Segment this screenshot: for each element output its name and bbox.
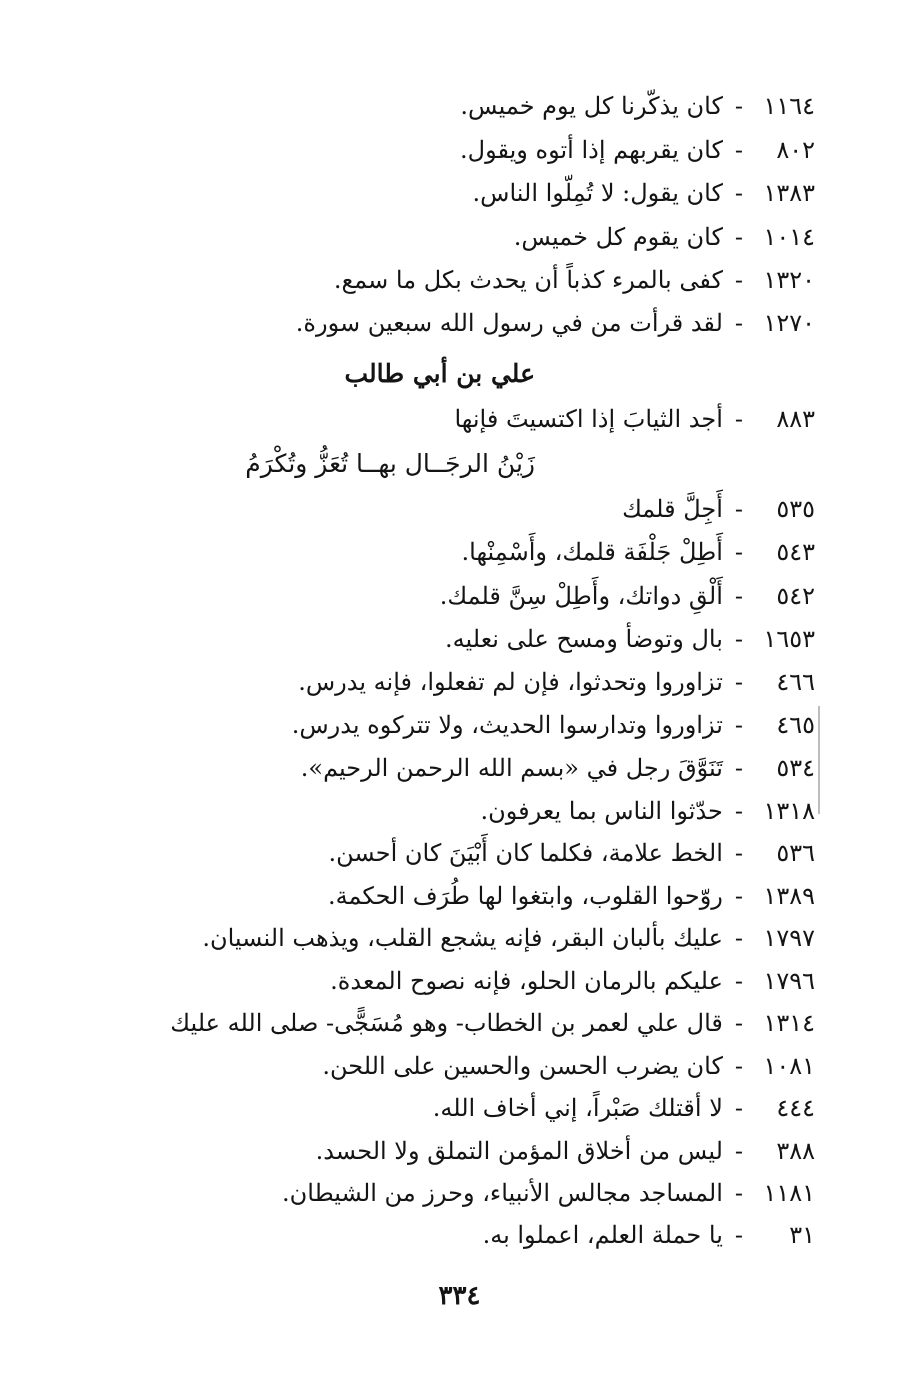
entry-text: ليس من أخلاق المؤمن التملق ولا الحسد. <box>315 1137 723 1165</box>
entry-number: ٥٤٢ <box>776 582 815 610</box>
verse-line-1: أجد الثيابَ إذا اكتسيتَ فإنها <box>454 405 723 433</box>
index-entry <box>334 260 815 300</box>
index-entry <box>170 1003 815 1043</box>
index-entry <box>298 662 815 702</box>
entry-text: المساجد مجالس الأنبياء، وحرز من الشيطان. <box>282 1179 723 1207</box>
index-entry <box>481 791 816 831</box>
entry-number: ٤٦٦ <box>776 668 815 696</box>
entry-dash: - <box>734 1179 743 1207</box>
entry-number: ٤٦٥ <box>776 711 815 739</box>
entry-dash: - <box>734 92 743 120</box>
index-entry <box>473 173 815 213</box>
entry-text: لا أقتلك صَبْراً، إني أخاف الله. <box>432 1094 723 1122</box>
entry-text: كان يضرب الحسن والحسين على اللحن. <box>322 1052 723 1080</box>
entry-dash: - <box>734 967 743 995</box>
entry-text: كان يقربهم إذا أتوه ويقول. <box>460 136 723 164</box>
index-entry <box>460 130 815 170</box>
entry-number: ٥٣٤ <box>776 754 815 782</box>
entry-text: روّحوا القلوب، وابتغوا لها طُرَف الحكمة. <box>328 882 723 910</box>
entry-text: قال علي لعمر بن الخطاب- وهو مُسَجًّى- صلى الله عليك <box>170 1009 723 1037</box>
entry-number: ١٧٩٧ <box>763 924 815 952</box>
entry-text: كان يقوم كل خميس. <box>513 223 723 251</box>
margin-scan-mark <box>818 706 820 814</box>
entry-dash: - <box>734 405 743 433</box>
entry-dash: - <box>734 136 743 164</box>
index-entry <box>202 918 815 958</box>
index-entry <box>316 1131 815 1171</box>
index-entry <box>433 1088 815 1128</box>
entry-dash: - <box>734 223 743 251</box>
entry-dash: - <box>734 1094 743 1122</box>
entry-number: ٨٠٢ <box>776 136 815 164</box>
index-entry <box>330 961 815 1001</box>
index-entry <box>301 748 815 788</box>
entry-text: تزاوروا وتدارسوا الحديث، ولا تتركوه يدرس. <box>291 711 723 739</box>
index-entry <box>462 532 815 572</box>
entry-dash: - <box>734 309 743 337</box>
index-entry <box>328 833 815 873</box>
index-entry <box>296 303 815 343</box>
entry-text: أَطِلْ جَلْفَة قلمك، وأَسْمِنْها. <box>461 538 723 566</box>
entry-text: كفى بالمرء كذباً أن يحدث بكل ما سمع. <box>333 266 723 294</box>
entry-dash: - <box>734 538 743 566</box>
entry-number: ١٠٨١ <box>763 1052 815 1080</box>
entry-number: ١٠١٤ <box>763 223 815 251</box>
entry-dash: - <box>734 711 743 739</box>
index-entry <box>328 876 815 916</box>
entry-text: لقد قرأت من في رسول الله سبعين سورة. <box>295 309 723 337</box>
entry-dash: - <box>734 882 743 910</box>
entry-dash: - <box>734 797 743 825</box>
entry-dash: - <box>734 495 743 523</box>
verse-line-2: زَيْنُ الرجَــال بهــا تُعَزُّ وتُكْرَمُ <box>245 449 535 478</box>
entry-number: ١٣٨٣ <box>763 179 815 207</box>
page-number: ٣٣٤ <box>438 1281 481 1311</box>
entry-number: ١٣١٨ <box>763 797 815 825</box>
entry-text: أَجِلَّ قلمك <box>622 495 723 523</box>
entry-text: تزاوروا وتحدثوا، فإن لم تفعلوا، فإنه يدرس. <box>298 668 723 696</box>
index-entry <box>282 1173 815 1213</box>
entry-number: ٥٣٦ <box>776 839 815 867</box>
entry-text: كان يقول: لا تُمِلّوا الناس. <box>472 179 723 207</box>
entry-number: ١٦٥٣ <box>763 625 815 653</box>
entry-dash: - <box>734 754 743 782</box>
entry-text: أَلْقِ دواتك، وأَطِلْ سِنَّ قلمك. <box>439 582 723 610</box>
entry-number: ١١٨١ <box>763 1179 815 1207</box>
index-entry <box>440 576 815 616</box>
entry-text: تَنَوَّقَ رجل في «بسم الله الرحمن الرحيم». <box>300 754 723 782</box>
entry-text: عليك بألبان البقر، فإنه يشجع القلب، ويذهب النسيان. <box>202 924 723 952</box>
entry-text: عليكم بالرمان الحلو، فإنه نصوح المعدة. <box>330 967 723 995</box>
entry-number: ٣٨٨ <box>776 1137 815 1165</box>
entry-dash: - <box>734 668 743 696</box>
entry-dash: - <box>734 1052 743 1080</box>
entry-dash: - <box>734 582 743 610</box>
entry-dash: - <box>734 179 743 207</box>
entry-dash: - <box>734 1221 743 1249</box>
entry-number: ٥٣٥ <box>776 495 815 523</box>
entry-number: ٥٤٣ <box>776 538 815 566</box>
index-entry <box>622 489 815 529</box>
index-entry <box>460 86 815 126</box>
index-entry <box>514 217 815 257</box>
entry-dash: - <box>734 625 743 653</box>
entry-text: يا حملة العلم، اعملوا به. <box>482 1221 723 1249</box>
entry-number: ٣١ <box>789 1221 815 1249</box>
entry-dash: - <box>734 839 743 867</box>
entry-dash: - <box>734 266 743 294</box>
entry-number: ١٣٢٠ <box>763 266 815 294</box>
entry-number: ١٣٨٩ <box>763 882 815 910</box>
entry-text: كان يذكّرنا كل يوم خميس. <box>460 92 723 120</box>
entry-dash: - <box>734 1137 743 1165</box>
index-entry <box>483 1215 815 1255</box>
entry-number: ١٢٧٠ <box>763 309 815 337</box>
entry-text: حدّثوا الناس بما يعرفون. <box>480 797 723 825</box>
entry-number: ٤٤٤ <box>776 1094 815 1122</box>
entry-dash: - <box>734 924 743 952</box>
index-entry <box>322 1046 815 1086</box>
verse-entry <box>454 399 815 439</box>
entry-text: بال وتوضأ ومسح على نعليه. <box>445 625 723 653</box>
section-heading: علي بن أبي طالب <box>344 359 535 388</box>
entry-number: ٨٨٣ <box>776 405 815 433</box>
index-entry <box>445 619 815 659</box>
entry-number: ١١٦٤ <box>763 92 815 120</box>
entry-dash: - <box>734 1009 743 1037</box>
entry-number: ١٣١٤ <box>763 1009 815 1037</box>
index-entry <box>292 705 815 745</box>
entry-text: الخط علامة، فكلما كان أَبْيَنَ كان أحسن. <box>328 839 723 867</box>
entry-number: ١٧٩٦ <box>763 967 815 995</box>
